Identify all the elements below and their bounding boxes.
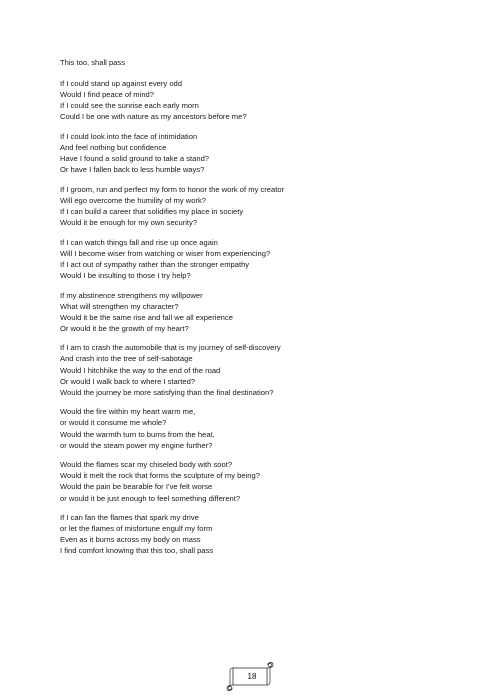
poem-line: or would the steam power my engine further?	[60, 440, 213, 450]
poem-line: If I act out of sympathy rather than the stronger empathy	[60, 259, 250, 269]
poem-line: If I could look into the face of intimidation	[60, 131, 198, 141]
poem-line: Or have I fallen back to less humble ways?	[60, 165, 205, 175]
stanza	[60, 512, 460, 556]
poem-line: Could I be one with nature as my ancestors before me?	[60, 112, 247, 122]
poem-line: Would the flames scar my chiseled body with soot?	[60, 460, 233, 470]
poem-line: Will ego overcome the humility of my work?	[60, 195, 207, 205]
stanza	[60, 131, 460, 175]
poem-line: Would it be enough for my own security?	[60, 218, 198, 228]
poem-line: If I am to crash the automobile that is my journey of self-discovery	[60, 343, 281, 353]
poem-line: Would the journey be more satisfying than the final destination?	[60, 387, 274, 397]
poem-line: If I groom, run and perfect my form to honor the work of my creator	[60, 184, 285, 194]
poem-line: Or would I walk back to where I started?	[60, 376, 196, 386]
poem-line: or would it be just enough to feel something different?	[60, 493, 241, 503]
poem-line: Would I be insulting to those I try help?	[60, 270, 191, 280]
stanza	[60, 406, 460, 450]
poem-line: Would the fire within my heart warm me,	[60, 407, 196, 417]
stanza	[60, 342, 460, 397]
poem-line: If I can fan the flames that spark my drive	[60, 513, 199, 523]
poem-line: or let the flames of misfortune engulf my form	[60, 524, 213, 534]
page-number-scroll	[221, 662, 277, 692]
stanza	[60, 459, 460, 503]
poem-line: or would it consume me whole?	[60, 418, 167, 428]
poem-line: Or would it be the growth of my heart?	[60, 323, 189, 333]
poem-line: Would it be the same rise and fall we all experience	[60, 312, 233, 322]
poem-line: If I can build a career that solidifies my place in society	[60, 206, 244, 216]
stanza	[60, 237, 460, 281]
poem-body	[60, 78, 460, 565]
poem-line: I find comfort knowing that this too, shall pass	[60, 546, 214, 556]
poem-line: If I could see the sunrise each early morn	[60, 101, 199, 111]
poem-line: If I could stand up against every odd	[60, 79, 183, 88]
poem-line: Have I found a solid ground to take a stand?	[60, 154, 210, 164]
stanza	[60, 78, 460, 122]
stanza	[60, 290, 460, 334]
poem-line: And crash into the tree of self-sabotage	[60, 354, 193, 364]
poem-line: Would the pain be bearable for I’ve felt worse	[60, 482, 213, 492]
poem-line: Would it melt the rock that forms the sculpture of my being?	[60, 471, 260, 481]
poem-line: Even as it burns across my body on mass	[60, 535, 201, 545]
stanza	[60, 184, 460, 228]
poem-line: Would the warmth turn to burns from the heat,	[60, 429, 215, 439]
poem-line: If my abstinence strengthens my willpower	[60, 290, 203, 300]
page-number: 18	[247, 672, 257, 681]
poem-line: Would I hitchhike the way to the end of the road	[60, 365, 221, 375]
poem-line: What will strengthen my character?	[60, 301, 179, 311]
poem-title: This too, shall pass	[60, 58, 125, 67]
poem-line: Will I become wiser from watching or wiser from experiencing?	[60, 248, 271, 258]
poem-line: Would I find peace of mind?	[60, 90, 154, 100]
poem-line: And feel nothing but confidence	[60, 142, 167, 152]
poem-line: If I can watch things fall and rise up once again	[60, 237, 218, 247]
